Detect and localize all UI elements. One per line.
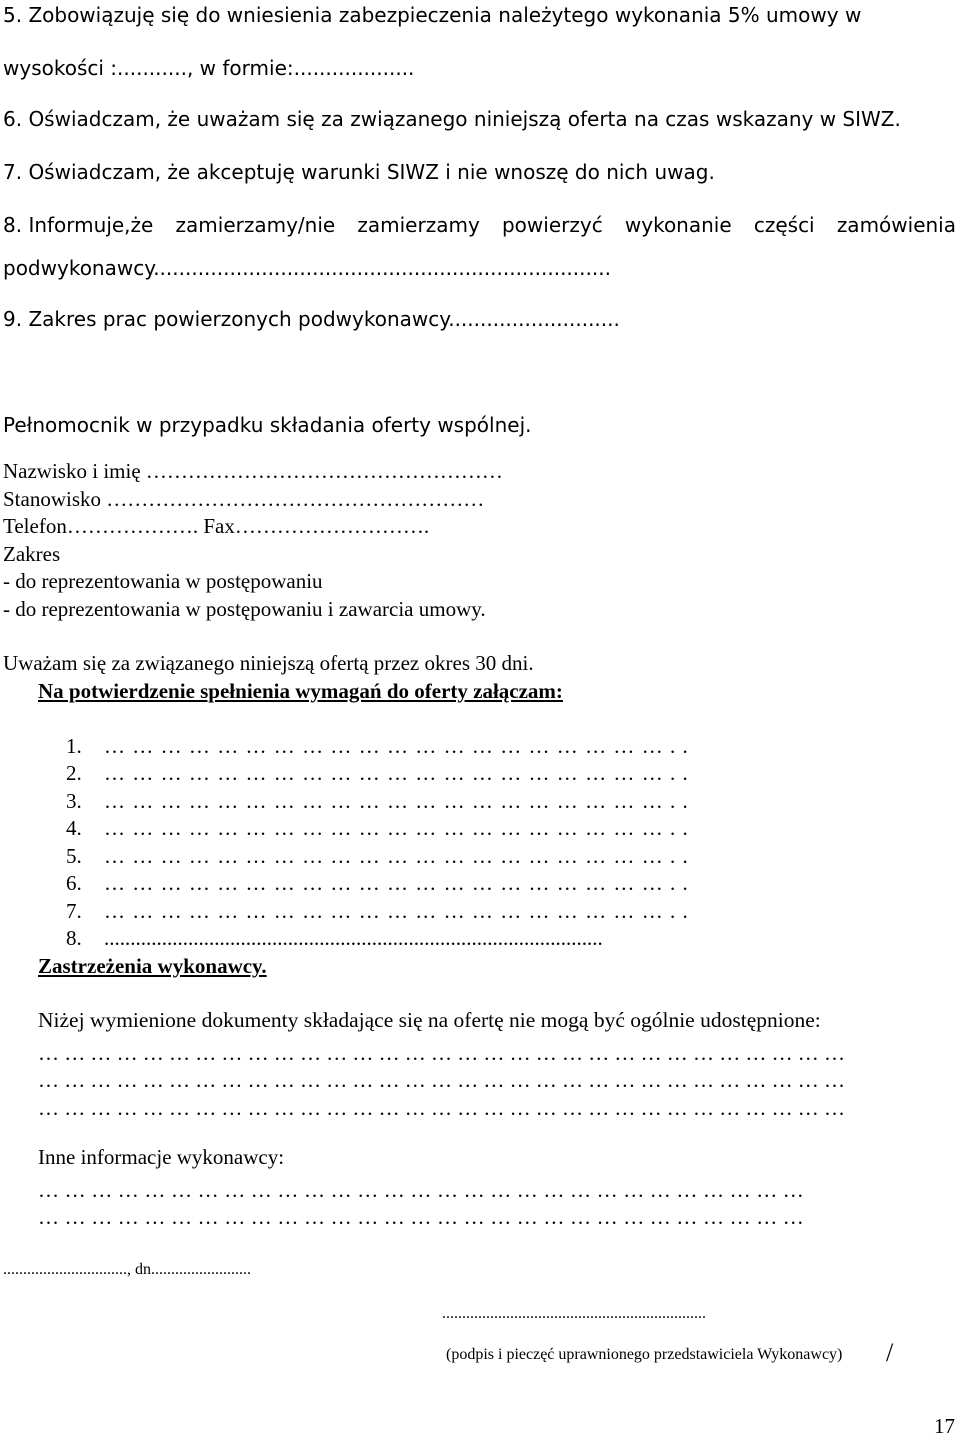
reservations-line: …………………………………………………………………………………	[38, 1068, 851, 1092]
statement-5-line-1: 5. Zobowiązuję się do wniesienia zabezpieczenia należytego wykonania 5% umowy w	[3, 3, 862, 27]
statement-8-word: powierzyć	[501, 213, 603, 237]
list-item	[66, 761, 766, 786]
list-item	[66, 789, 766, 814]
statement-8-word: 8. Informuje,że	[3, 213, 154, 237]
proxy-position-field: Stanowisko ………………………………………………	[3, 487, 485, 511]
list-item-dots: ……………………………………………………..	[104, 761, 696, 785]
statement-5-line-2: wysokości :..........., w formie:...................	[3, 56, 415, 80]
list-item	[66, 899, 766, 924]
list-item-dots: ……………………………………………………..	[104, 844, 696, 868]
other-info-label: Inne informacje wykonawcy:	[38, 1145, 285, 1169]
list-item-number: 1.	[66, 734, 82, 758]
proxy-scope-option-2: - do reprezentowania w postępowaniu i zawarcia umowy.	[3, 597, 486, 621]
list-item	[66, 871, 766, 896]
list-item-number: 6.	[66, 871, 82, 895]
reservations-line: …………………………………………………………………………………	[38, 1041, 851, 1065]
signature-caption: (podpis i pieczęć uprawnionego przedstawiciela Wykonawcy)	[446, 1346, 843, 1363]
reservations-heading: Zastrzeżenia wykonawcy.	[38, 954, 267, 978]
statement-8-word: zamówienia	[836, 213, 956, 237]
statement-8-word: wykonanie	[624, 213, 732, 237]
page-number: 17	[934, 1414, 955, 1438]
list-item-number: 8.	[66, 926, 82, 950]
reservations-line: …………………………………………………………………………………	[38, 1096, 851, 1120]
reservations-text: Niżej wymienione dokumenty składające się na ofertę nie mogą być ogólnie udostępnione:	[38, 1008, 821, 1032]
place-date-field: ..............................., dn.........................	[3, 1261, 251, 1278]
statement-7: 7. Oświadczam, że akceptuję warunki SIWZ i nie wnoszę do nich uwag.	[3, 160, 715, 184]
proxy-name-field: Nazwisko i imię ……………………………………………	[3, 459, 503, 483]
attachments-heading: Na potwierdzenie spełnienia wymagań do oferty załączam:	[38, 679, 563, 703]
list-item-dots: ……………………………………………………..	[104, 871, 696, 895]
list-item-number: 7.	[66, 899, 82, 923]
list-item-dots: ...............................................................................................	[104, 926, 603, 950]
list-item	[66, 816, 766, 841]
list-item	[66, 844, 766, 869]
slash-mark: /	[886, 1338, 894, 1367]
list-item-number: 2.	[66, 761, 82, 785]
statement-6: 6. Oświadczam, że uważam się za związanego niniejszą oferta na czas wskazany w SIWZ.	[3, 107, 901, 131]
other-info-line: ……………………………………………………………………………	[38, 1205, 810, 1229]
proxy-phone-fax-field: Telefon………………. Fax……………………….	[3, 514, 430, 538]
proxy-scope-option-1: - do reprezentowania w postępowaniu	[3, 569, 323, 593]
list-item-number: 3.	[66, 789, 82, 813]
list-item	[66, 926, 766, 951]
list-item-dots: ……………………………………………………..	[104, 789, 696, 813]
list-item	[66, 734, 766, 759]
list-item-dots: ……………………………………………………..	[104, 734, 696, 758]
list-item-number: 5.	[66, 844, 82, 868]
statement-8-line-2: podwykonawcy........................................................................	[3, 256, 611, 280]
binding-statement: Uważam się za związanego niniejszą ofertą przez okres 30 dni.	[3, 651, 534, 675]
proxy-scope-label: Zakres	[3, 542, 61, 566]
list-item-dots: ……………………………………………………..	[104, 899, 696, 923]
statement-9: 9. Zakres prac powierzonych podwykonawcy...........................	[3, 307, 620, 331]
statement-8-word: zamierzamy/nie	[175, 213, 336, 237]
statement-8-line-1	[3, 213, 956, 237]
statement-8-word: części	[753, 213, 815, 237]
list-item-dots: ……………………………………………………..	[104, 816, 696, 840]
statement-8-word: zamierzamy	[357, 213, 480, 237]
proxy-heading: Pełnomocnik w przypadku składania oferty wspólnej.	[3, 413, 532, 437]
other-info-line: ……………………………………………………………………………	[38, 1178, 810, 1202]
list-item-number: 4.	[66, 816, 82, 840]
signature-line: ..................................................................	[442, 1305, 706, 1322]
